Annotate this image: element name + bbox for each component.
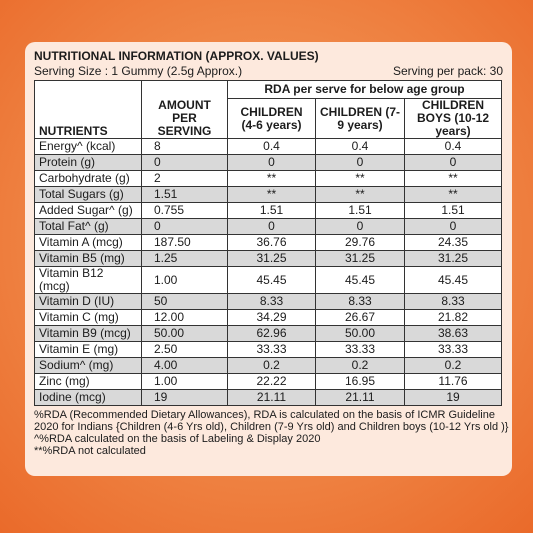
- table-row: [35, 267, 502, 294]
- rda-children-7-9: 21.11: [316, 390, 405, 406]
- nutrient-name: Vitamin B9 (mcg): [35, 326, 142, 342]
- footnote-line: **%RDA not calculated: [34, 445, 146, 457]
- rda-children-4-6: 0.2: [228, 358, 316, 374]
- rda-boys-10-12: 0.4: [405, 139, 502, 155]
- rda-children-4-6: 1.51: [228, 203, 316, 219]
- rda-children-7-9: 0: [316, 155, 405, 171]
- amount-per-serving: 19: [142, 390, 228, 406]
- rda-boys-10-12: 21.82: [405, 310, 502, 326]
- rda-children-7-9: 1.51: [316, 203, 405, 219]
- rda-children-7-9: 29.76: [316, 235, 405, 251]
- header-rda-group: RDA per serve for below age group: [228, 81, 502, 99]
- nutrient-name: Vitamin A (mcg): [35, 235, 142, 251]
- serving-size: Serving Size : 1 Gummy (2.5g Approx.): [34, 64, 243, 78]
- table-row: [35, 326, 502, 342]
- nutrient-name: Sodium^ (mg): [35, 358, 142, 374]
- footnote-line: 2020 for Indians {Children (4-6 Yrs old), Children (7-9 Yrs old) and Children boys (10-12 Yrs old )}: [34, 421, 509, 433]
- table-row: [35, 251, 502, 267]
- header-nutrients: NUTRIENTS: [35, 81, 142, 139]
- nutrient-name: Protein (g): [35, 155, 142, 171]
- rda-boys-10-12: 0: [405, 219, 502, 235]
- rda-boys-10-12: 24.35: [405, 235, 502, 251]
- rda-children-4-6: 0: [228, 155, 316, 171]
- rda-children-7-9: 0.4: [316, 139, 405, 155]
- amount-per-serving: 1.00: [142, 267, 228, 294]
- rda-children-7-9: 0.2: [316, 358, 405, 374]
- header-children-7-9: CHILDREN (7-9 years): [316, 99, 405, 139]
- rda-boys-10-12: 11.76: [405, 374, 502, 390]
- amount-per-serving: 12.00: [142, 310, 228, 326]
- rda-children-4-6: 21.11: [228, 390, 316, 406]
- amount-per-serving: 0: [142, 155, 228, 171]
- rda-children-4-6: 45.45: [228, 267, 316, 294]
- nutrition-table: [34, 80, 502, 406]
- header-children-4-6: CHILDREN (4-6 years): [228, 99, 316, 139]
- nutrient-name: Total Fat^ (g): [35, 219, 142, 235]
- table-row: [35, 155, 502, 171]
- table-row: [35, 342, 502, 358]
- nutrient-name: Carbohydrate (g): [35, 171, 142, 187]
- rda-children-4-6: 34.29: [228, 310, 316, 326]
- rda-children-7-9: 31.25: [316, 251, 405, 267]
- amount-per-serving: 0.755: [142, 203, 228, 219]
- panel-title: NUTRITIONAL INFORMATION (APPROX. VALUES): [34, 49, 319, 63]
- amount-per-serving: 1.25: [142, 251, 228, 267]
- table-row: [35, 294, 502, 310]
- rda-children-7-9: 8.33: [316, 294, 405, 310]
- rda-boys-10-12: 19: [405, 390, 502, 406]
- table-row: [35, 187, 502, 203]
- rda-boys-10-12: **: [405, 171, 502, 187]
- rda-children-4-6: 0.4: [228, 139, 316, 155]
- rda-children-4-6: 8.33: [228, 294, 316, 310]
- table-row: [35, 203, 502, 219]
- rda-children-7-9: 33.33: [316, 342, 405, 358]
- amount-per-serving: 2.50: [142, 342, 228, 358]
- table-header-row: [35, 81, 502, 99]
- rda-children-4-6: 33.33: [228, 342, 316, 358]
- amount-per-serving: 0: [142, 219, 228, 235]
- rda-children-7-9: 0: [316, 219, 405, 235]
- amount-per-serving: 1.51: [142, 187, 228, 203]
- nutrient-name: Energy^ (kcal): [35, 139, 142, 155]
- table-row: [35, 310, 502, 326]
- rda-children-7-9: 26.67: [316, 310, 405, 326]
- footnotes: [34, 409, 509, 457]
- rda-children-7-9: **: [316, 171, 405, 187]
- rda-boys-10-12: 45.45: [405, 267, 502, 294]
- amount-per-serving: 50: [142, 294, 228, 310]
- nutrient-name: Vitamin D (IU): [35, 294, 142, 310]
- nutrient-name: Vitamin C (mg): [35, 310, 142, 326]
- rda-boys-10-12: 31.25: [405, 251, 502, 267]
- rda-boys-10-12: 33.33: [405, 342, 502, 358]
- table-row: [35, 219, 502, 235]
- rda-children-4-6: 0: [228, 219, 316, 235]
- nutrient-name: Zinc (mg): [35, 374, 142, 390]
- nutrient-name: Vitamin B5 (mg): [35, 251, 142, 267]
- rda-children-7-9: 50.00: [316, 326, 405, 342]
- table-row: [35, 358, 502, 374]
- nutrient-name: Total Sugars (g): [35, 187, 142, 203]
- rda-children-4-6: 62.96: [228, 326, 316, 342]
- rda-children-7-9: 16.95: [316, 374, 405, 390]
- rda-boys-10-12: 1.51: [405, 203, 502, 219]
- serving-info-row: [34, 63, 503, 79]
- nutrient-name: Iodine (mcg): [35, 390, 142, 406]
- nutrient-name: Vitamin E (mg): [35, 342, 142, 358]
- rda-children-4-6: 22.22: [228, 374, 316, 390]
- header-boys-10-12: CHILDREN BOYS (10-12 years): [405, 99, 502, 139]
- header-amount: AMOUNT PER SERVING: [142, 81, 228, 139]
- table-row: [35, 235, 502, 251]
- footnote-line: %RDA (Recommended Dietary Allowances), RDA is calculated on the basis of ICMR Guideline: [34, 409, 495, 421]
- rda-boys-10-12: **: [405, 187, 502, 203]
- rda-boys-10-12: 0.2: [405, 358, 502, 374]
- rda-children-4-6: **: [228, 187, 316, 203]
- rda-children-4-6: 31.25: [228, 251, 316, 267]
- table-row: [35, 374, 502, 390]
- amount-per-serving: 1.00: [142, 374, 228, 390]
- rda-children-7-9: **: [316, 187, 405, 203]
- rda-boys-10-12: 8.33: [405, 294, 502, 310]
- table-row: [35, 390, 502, 406]
- amount-per-serving: 50.00: [142, 326, 228, 342]
- rda-children-4-6: 36.76: [228, 235, 316, 251]
- amount-per-serving: 4.00: [142, 358, 228, 374]
- nutrient-name: Added Sugar^ (g): [35, 203, 142, 219]
- rda-children-4-6: **: [228, 171, 316, 187]
- table-row: [35, 139, 502, 155]
- nutrient-name: Vitamin B12 (mcg): [35, 267, 142, 294]
- serving-per-pack: Serving per pack: 30: [392, 64, 503, 78]
- table-row: [35, 171, 502, 187]
- rda-boys-10-12: 0: [405, 155, 502, 171]
- rda-children-7-9: 45.45: [316, 267, 405, 294]
- footnote-line: ^%RDA calculated on the basis of Labeling & Display 2020: [34, 433, 321, 445]
- amount-per-serving: 8: [142, 139, 228, 155]
- amount-per-serving: 2: [142, 171, 228, 187]
- amount-per-serving: 187.50: [142, 235, 228, 251]
- nutrition-panel: [25, 42, 512, 476]
- rda-boys-10-12: 38.63: [405, 326, 502, 342]
